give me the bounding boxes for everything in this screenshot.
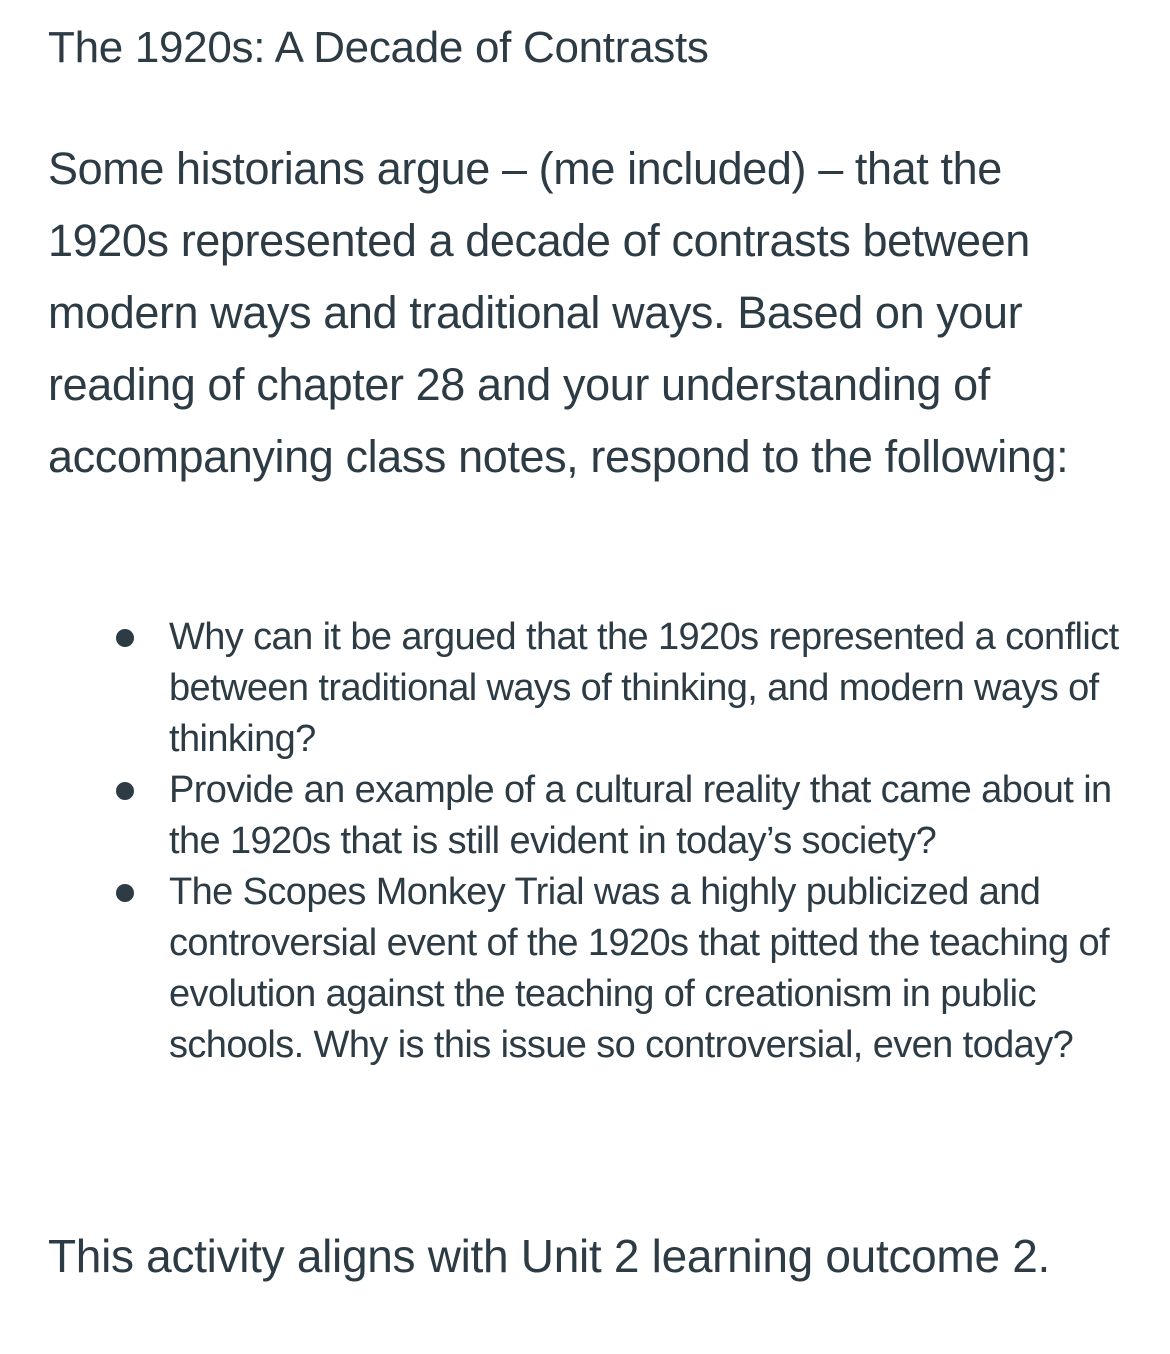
learning-outcome-note: This activity aligns with Unit 2 learning outcome 2. <box>48 1230 1050 1282</box>
list-item <box>112 765 1162 867</box>
intro-paragraph: Some historians argue – (me included) – that the 1920s represented a decade of contrasts between modern ways and traditional ways. Based on your reading of chapter 28 and your understanding of accompanying class notes, respond to the following: <box>48 143 1069 482</box>
question-text: Why can it be argued that the 1920s represented a conflict between traditional ways of thinking, and modern ways of thinking? <box>169 616 1119 760</box>
question-list <box>112 612 1162 1071</box>
list-item <box>112 612 1162 765</box>
page-title: The 1920s: A Decade of Contrasts <box>48 23 709 72</box>
question-text: Provide an example of a cultural reality that came about in the 1920s that is still evident in today’s society? <box>169 769 1112 862</box>
bullet-icon <box>116 782 134 800</box>
question-text: The Scopes Monkey Trial was a highly publicized and controversial event of the 1920s that pitted the teaching of evolution against the teaching of creationism in public schools. Why is this issue so controversial, even today? <box>169 871 1109 1066</box>
bullet-icon <box>116 884 134 902</box>
list-item <box>112 867 1162 1071</box>
bullet-icon <box>116 629 134 647</box>
